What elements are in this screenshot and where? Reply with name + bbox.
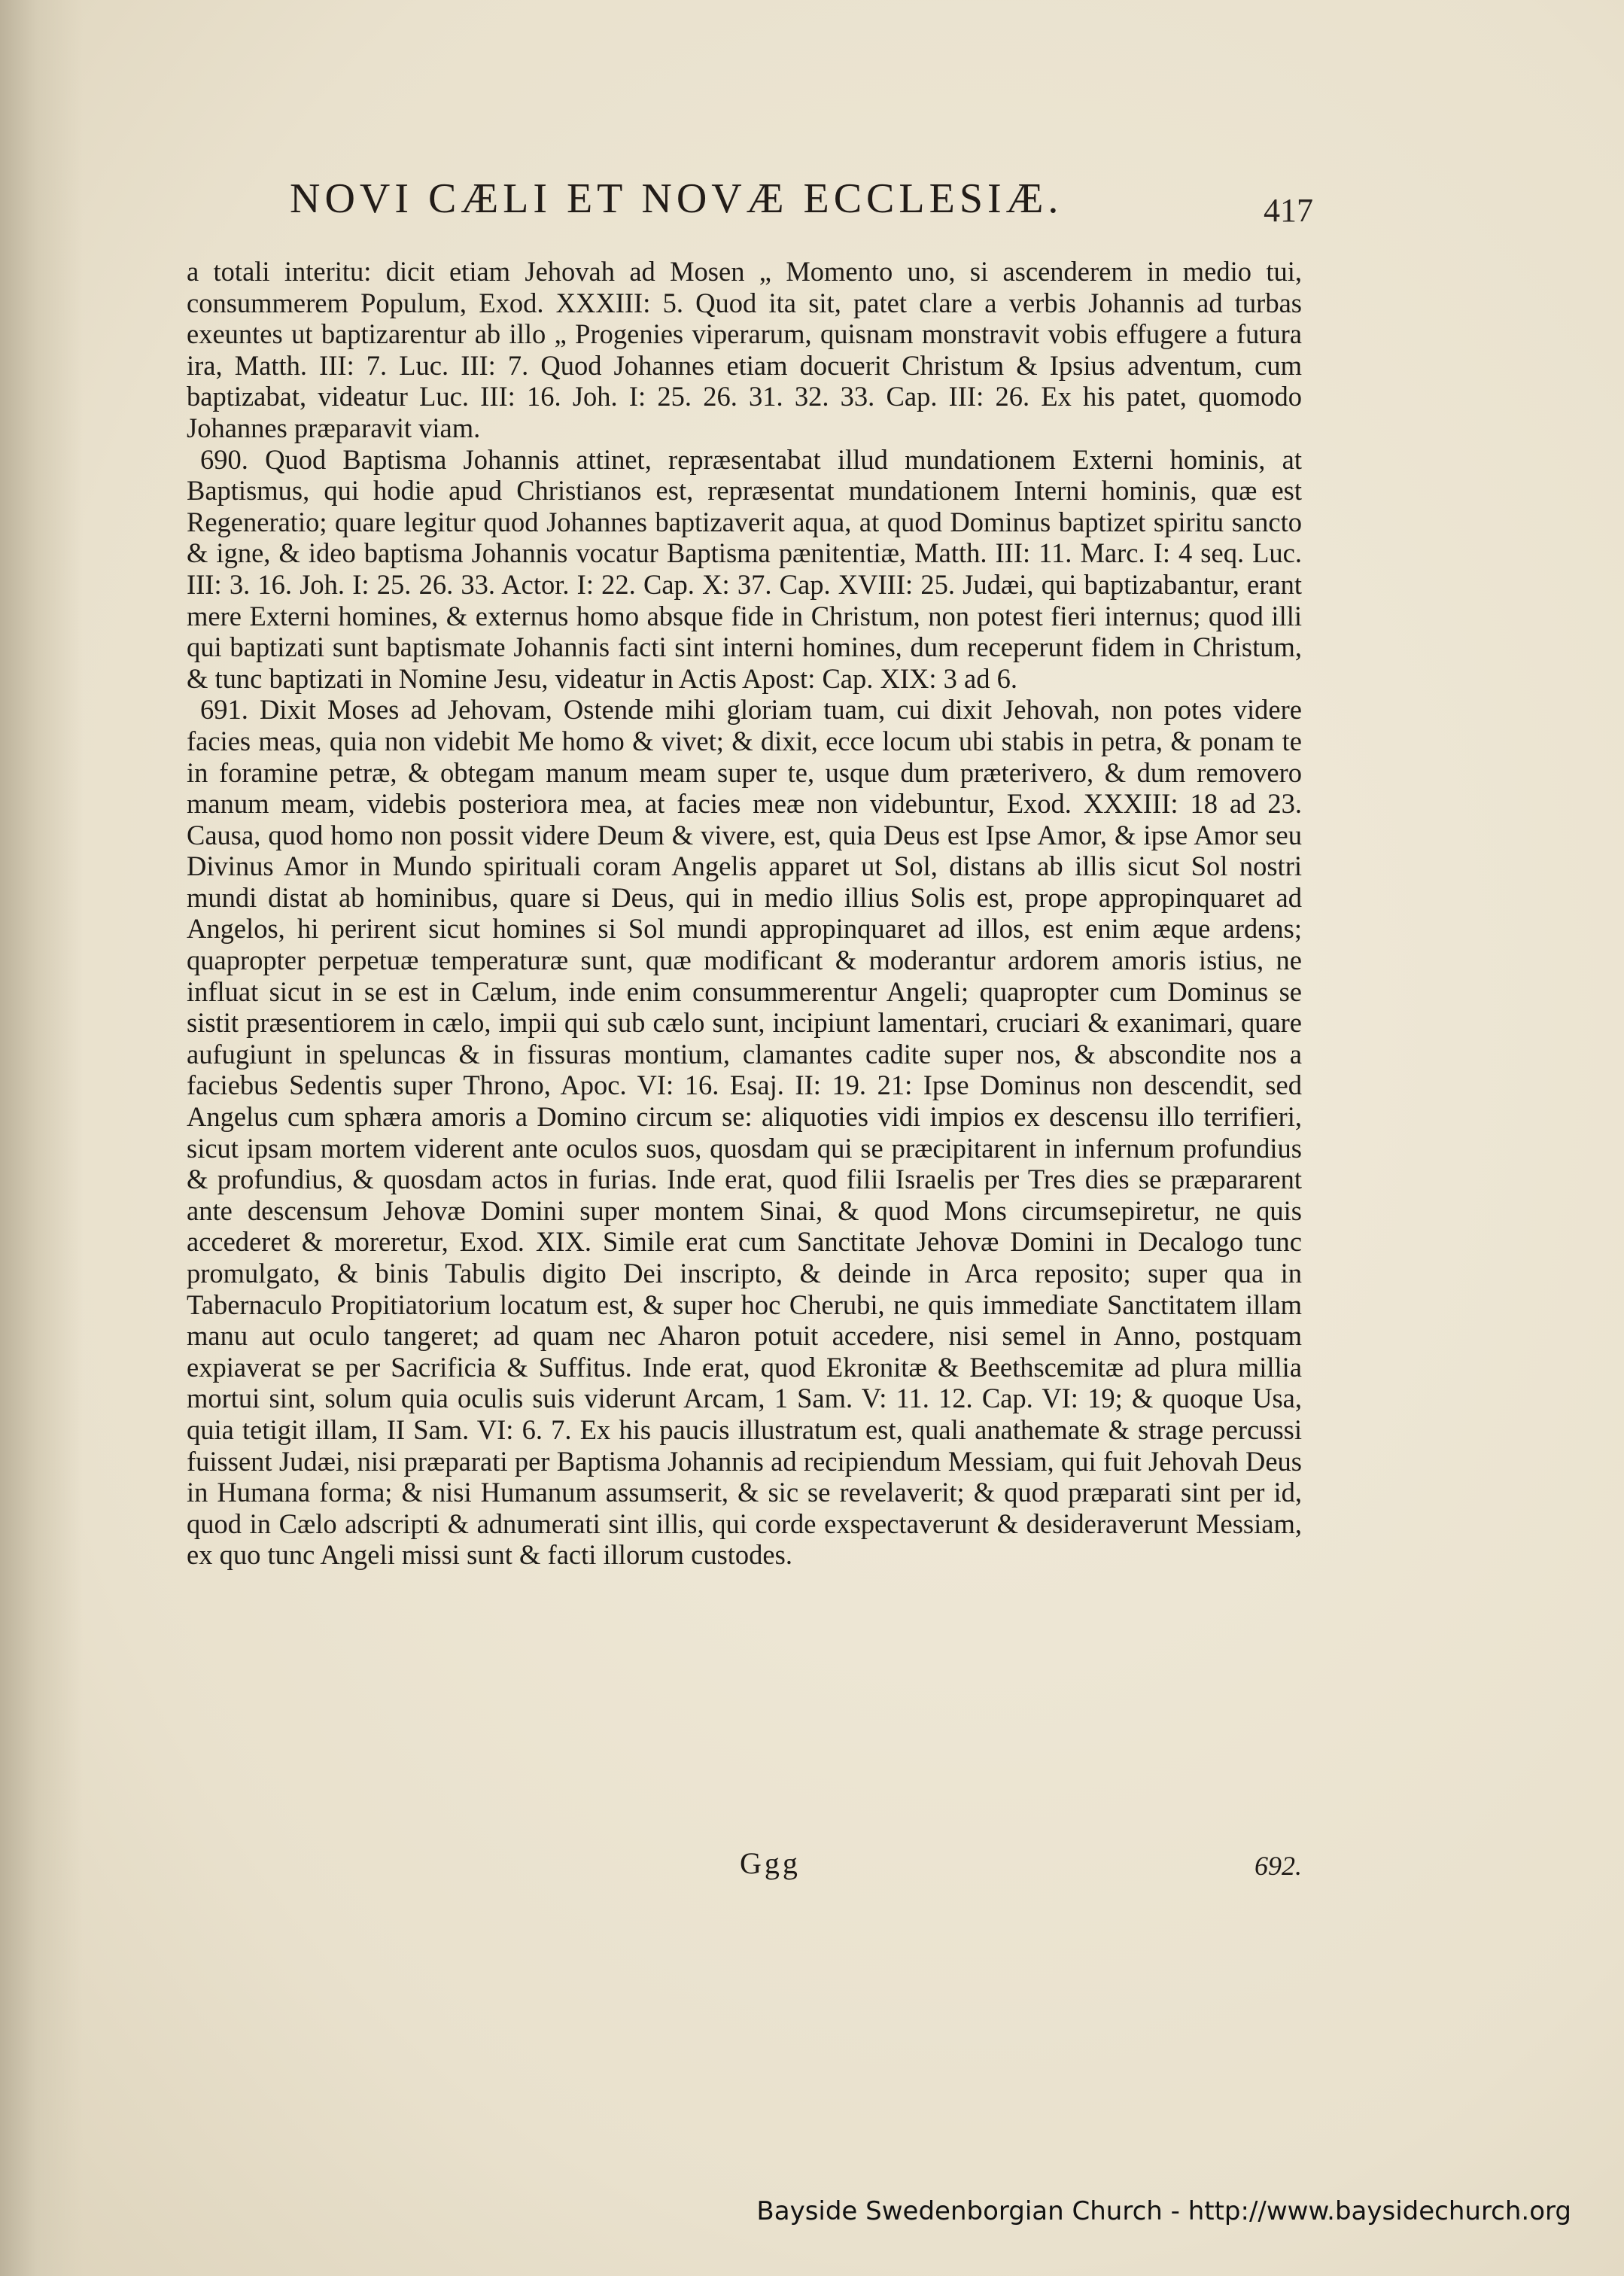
body-text xyxy=(187,256,1302,1852)
signature-mark: Ggg xyxy=(740,1846,801,1880)
paragraph-690: 690. Quod Baptisma Johannis attinet, repræsentabat illud mundationem Externi hominis, at Baptismus, qui hodie apud Christianos est, repræsentat mundationem Interni hominis, quæ est Regeneratio; quare legitur quod Johannes baptizaverit aqua, at quod Dominus baptizet spiritu sancto & igne, & ideo baptisma Johannis vocatur Baptisma pænitentiæ, Matth. III: 11. Marc. I: 4 seq. Luc. III: 3. 16. Joh. I: 25. 26. 33. Actor. I: 22. Cap. X: 37. Cap. XVIII: 25. Judæi, qui baptizabantur, erant mere Externi homines, & externus homo absque fide in Christum, non potest fieri internus; quod illi qui baptizati sunt baptismate Johannis facti sint interni homines, dum receperunt fidem in Christum, & tunc baptizati in Nomine Jesu, videatur in Actis Apost: Cap. XIX: 3 ad 6. xyxy=(187,443,1302,694)
running-head xyxy=(290,175,1313,242)
page-footer xyxy=(187,1845,1302,1891)
gutter-shadow xyxy=(0,0,83,2276)
watermark-credit: Bayside Swedenborgian Church - http://www.baysidechurch.org xyxy=(756,2196,1571,2226)
paragraph-691: 691. Dixit Moses ad Jehovam, Ostende mihi gloriam tuam, cui dixit Jehovah, non potes videre facies meas, quia non videbit Me homo & vivet; & dixit, ecce locum ubi stabis in petra, & ponam te in foramine petræ, & obtegam manum meam super te, usque dum præterivero, & dum removero manum meam, videbis posteriora mea, at facies meæ non videbuntur, Exod. XXXIII: 18 ad 23. Causa, quod homo non possit videre Deum & vivere, est, quia Deus est Ipse Amor, & ipse Amor seu Divinus Amor in Mundo spirituali coram Angelis apparet ut Sol, distans ab illis sicut Sol nostri mundi distat ab hominibus, quare si Deus, qui in medio illius Solis est, prope appropinquaret ad Angelos, hi perirent sicut homines si Sol mundi appropinquaret ad illos, est enim æque ardens; quapropter perpetuæ temperaturæ sunt, quæ modificant & moderantur ardorem amoris istius, ne influat sicut in se est in Cælum, inde enim consummerentur Angeli; quapropter cum Dominus se sistit præsentiorem in cælo, impii qui sub cælo sunt, incipiunt lamentari, cruciari & exanimari, quare aufugiunt in speluncas & in fissuras montium, clamantes cadite super nos, & abscondite nos a faciebus Sedentis super Throno, Apoc. VI: 16. Esaj. II: 19. 21: Ipse Dominus non descendit, sed Angelus cum sphæra amoris a Domino circum se: aliquoties vidi impios ex descensu illo terrifieri, sicut ipsam mortem viderent ante oculos suos, quosdam qui se præcipitarent in infernum profundius & profundius, & quosdam actos in furias. Inde erat, quod filii Israelis per Tres dies se præpararent ante descensum Jehovæ Domini super montem Sinai, & quod Mons circumsepiretur, ne quis accederet & moreretur, Exod. XIX. Simile erat cum Sanctitate Jehovæ Domini in Decalogo tunc promulgato, & binis Tabulis digito Dei inscripto, & deinde in Arca reposito; super qua in Tabernaculo Propitiatorium locatum est, & super hoc Cherubi, ne quis immediate Sanctitatem illam manu aut oculo tangeret; ad quam nec Aharon potuit accedere, nisi semel in Anno, postquam expiaverat se per Sacrificia & Suffitus. Inde erat, quod Ekronitæ & Beethscemitæ ad plura millia mortui sint, solum quia oculis suis viderunt Arcam, 1 Sam. V: 11. 12. Cap. VI: 19; & quoque Usa, quia tetigit illam, II Sam. VI: 6. 7. Ex his paucis illustratum est, quali anathemate & strage percussi fuissent Judæi, nisi præparati per Baptisma Johannis ad recipiendum Messiam, qui fuit Jehovah Deus in Humana forma; & nisi Humanum assumserit, & sic se revelaverit; & quod præparati sint per id, quod in Cælo adscripti & adnumerati sint illis, qui corde exspectaverunt & desideraverunt Messiam, ex quo tunc Angeli missi sunt & facti illorum custodes. xyxy=(187,694,1302,1571)
catchword: 692. xyxy=(1254,1851,1302,1881)
page-number: 417 xyxy=(1264,192,1313,229)
running-title: NOVI CÆLI ET NOVÆ ECCLESIÆ. xyxy=(290,175,1063,222)
paragraph-continuation: a totali interitu: dicit etiam Jehovah ad Mosen „ Momento uno, si ascenderem in medio tui, consummerem Populum, Exod. XXXIII: 5. Quod ita sit, patet clare a verbis Johannis ad turbas exeuntes ut baptizarentur ab illo „ Progenies viperarum, quisnam monstravit vobis effugere a futura ira, Matth. III: 7. Luc. III: 7. Quod Johannes etiam docuerit Christum & Ipsius adventum, cum baptizabat, videatur Luc. III: 16. Joh. I: 25. 26. 31. 32. 33. Cap. III: 26. Ex his patet, quomodo Johannes præparavit viam. xyxy=(187,256,1302,443)
